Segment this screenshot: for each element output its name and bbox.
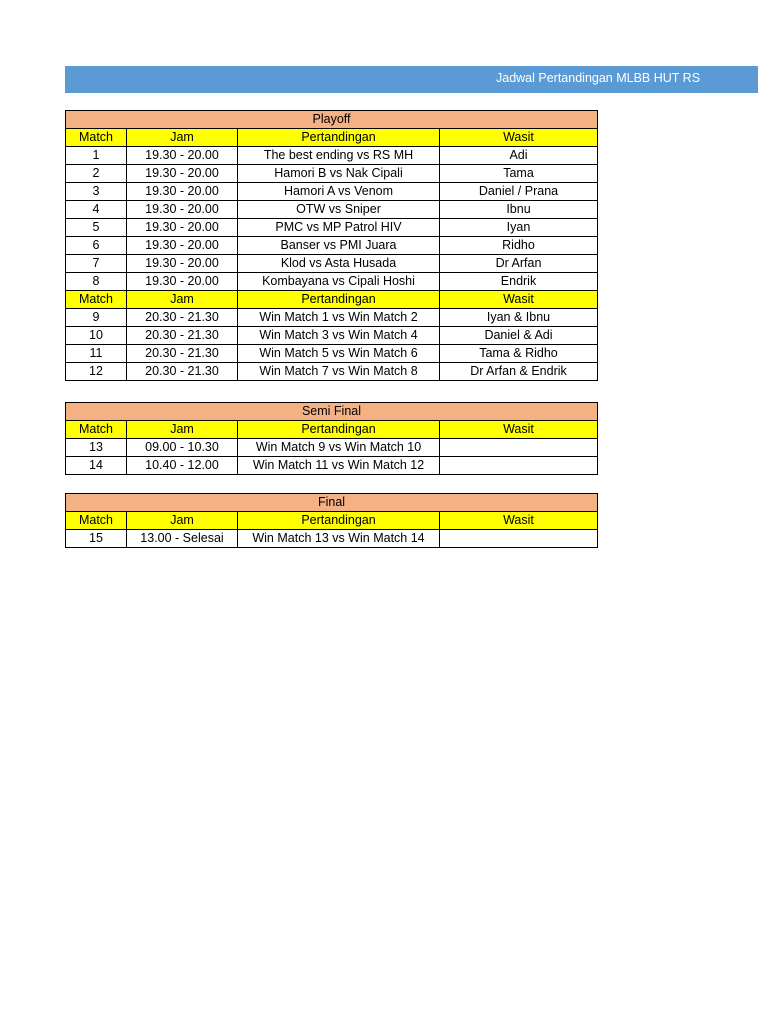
table-row [66,219,598,237]
cell-match: 2 [66,165,127,183]
cell-match: 1 [66,147,127,165]
cell-pertandingan: Win Match 13 vs Win Match 14 [238,530,440,548]
col-header-wasit: Wasit [440,512,598,530]
cell-pertandingan: Win Match 9 vs Win Match 10 [238,439,440,457]
cell-pertandingan: Hamori B vs Nak Cipali [238,165,440,183]
cell-wasit: Iyan [440,219,598,237]
cell-pertandingan: Klod vs Asta Husada [238,255,440,273]
cell-match: 4 [66,201,127,219]
col-header-jam: Jam [127,291,238,309]
header-row [66,512,598,530]
col-header-jam: Jam [127,421,238,439]
table-row [66,237,598,255]
cell-match: 10 [66,327,127,345]
header-row [66,291,598,309]
table-row [66,309,598,327]
cell-jam: 19.30 - 20.00 [127,201,238,219]
cell-wasit: Endrik [440,273,598,291]
cell-match: 5 [66,219,127,237]
playoff-table [65,110,598,381]
cell-pertandingan: The best ending vs RS MH [238,147,440,165]
col-header-pertandingan: Pertandingan [238,291,440,309]
table-row [66,327,598,345]
cell-pertandingan: Win Match 11 vs Win Match 12 [238,457,440,475]
cell-wasit: Tama & Ridho [440,345,598,363]
cell-wasit: Dr Arfan [440,255,598,273]
cell-match: 13 [66,439,127,457]
cell-pertandingan: OTW vs Sniper [238,201,440,219]
col-header-pertandingan: Pertandingan [238,421,440,439]
cell-jam: 20.30 - 21.30 [127,345,238,363]
col-header-pertandingan: Pertandingan [238,129,440,147]
col-header-jam: Jam [127,512,238,530]
cell-wasit: Iyan & Ibnu [440,309,598,327]
cell-wasit: Dr Arfan & Endrik [440,363,598,381]
header-row [66,421,598,439]
table-row [66,530,598,548]
table-row [66,457,598,475]
table-row [66,345,598,363]
cell-jam: 19.30 - 20.00 [127,237,238,255]
cell-pertandingan: Win Match 5 vs Win Match 6 [238,345,440,363]
cell-pertandingan: Hamori A vs Venom [238,183,440,201]
cell-wasit [440,530,598,548]
cell-pertandingan: Win Match 7 vs Win Match 8 [238,363,440,381]
cell-match: 6 [66,237,127,255]
section-title-semifinal: Semi Final [66,403,598,421]
table-row [66,255,598,273]
cell-pertandingan: Banser vs PMI Juara [238,237,440,255]
col-header-wasit: Wasit [440,421,598,439]
col-header-match: Match [66,512,127,530]
cell-wasit: Ridho [440,237,598,255]
title-banner [65,66,758,93]
table-row [66,165,598,183]
cell-pertandingan: Win Match 1 vs Win Match 2 [238,309,440,327]
cell-wasit: Tama [440,165,598,183]
cell-jam: 19.30 - 20.00 [127,273,238,291]
cell-match: 9 [66,309,127,327]
table-row [66,273,598,291]
final-table [65,493,598,548]
cell-wasit: Daniel & Adi [440,327,598,345]
cell-wasit: Daniel / Prana [440,183,598,201]
cell-wasit: Adi [440,147,598,165]
cell-match: 7 [66,255,127,273]
header-row [66,129,598,147]
cell-jam: 19.30 - 20.00 [127,147,238,165]
cell-wasit [440,439,598,457]
cell-jam: 20.30 - 21.30 [127,327,238,345]
cell-pertandingan: Kombayana vs Cipali Hoshi [238,273,440,291]
col-header-jam: Jam [127,129,238,147]
cell-match: 8 [66,273,127,291]
section-title-playoff: Playoff [66,111,598,129]
cell-jam: 19.30 - 20.00 [127,255,238,273]
cell-match: 15 [66,530,127,548]
table-row [66,439,598,457]
col-header-wasit: Wasit [440,291,598,309]
cell-jam: 13.00 - Selesai [127,530,238,548]
cell-pertandingan: PMC vs MP Patrol HIV [238,219,440,237]
table-row [66,183,598,201]
col-header-pertandingan: Pertandingan [238,512,440,530]
table-row [66,201,598,219]
col-header-match: Match [66,291,127,309]
cell-wasit: Ibnu [440,201,598,219]
cell-jam: 19.30 - 20.00 [127,183,238,201]
cell-match: 14 [66,457,127,475]
cell-jam: 10.40 - 12.00 [127,457,238,475]
col-header-match: Match [66,421,127,439]
cell-match: 3 [66,183,127,201]
col-header-wasit: Wasit [440,129,598,147]
col-header-match: Match [66,129,127,147]
section-title-final: Final [66,494,598,512]
banner-title: Jadwal Pertandingan MLBB HUT RS [496,71,701,85]
semifinal-table [65,402,598,475]
cell-jam: 20.30 - 21.30 [127,309,238,327]
cell-match: 11 [66,345,127,363]
cell-match: 12 [66,363,127,381]
cell-jam: 20.30 - 21.30 [127,363,238,381]
cell-jam: 09.00 - 10.30 [127,439,238,457]
table-row [66,147,598,165]
cell-jam: 19.30 - 20.00 [127,165,238,183]
cell-pertandingan: Win Match 3 vs Win Match 4 [238,327,440,345]
cell-wasit [440,457,598,475]
table-row [66,363,598,381]
cell-jam: 19.30 - 20.00 [127,219,238,237]
